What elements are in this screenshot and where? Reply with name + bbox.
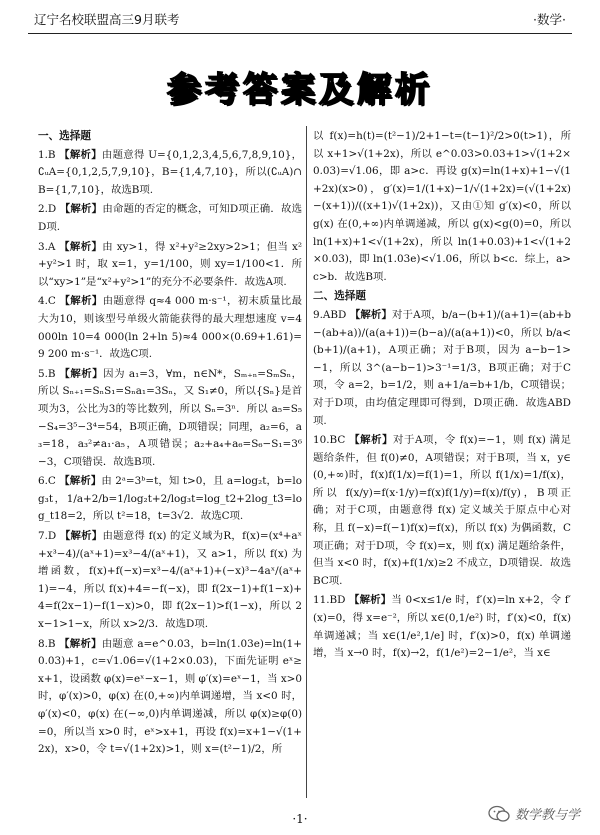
- analysis-tag: 【解析】: [59, 475, 102, 488]
- analysis-tag: 【解析】: [349, 434, 394, 447]
- answer-item: [38, 147, 302, 200]
- analysis-tag: 【解析】: [59, 240, 103, 253]
- answer-item: [38, 366, 302, 472]
- answer-item: [38, 636, 302, 759]
- right-column: [313, 128, 571, 665]
- answer-number: 6.C: [38, 475, 60, 488]
- answer-text: 因为 a₁=3，∀m，n∈N*，Sₘ₊ₙ=SₘSₙ，所以 Sₙ₊₁=SₙS₁=Sₙa₁=3Sₙ，又 S₁≠0，所以{Sₙ}是首项为3，公比为3的等比数列，所以 Sₙ=3ⁿ．所以 a₅=S₅−S₄=3⁵−3⁴=54，B项正确，D项错误；同理，a₂=6，a₃=18，a₃²≠a₁·a₅，A项错误；a₂+a₄+a₆=S₆−S₁=3⁶−3，C项错误．故选B项.: [38, 367, 303, 468]
- answer-text: 由 2ᵃ=3ᵇ=t，知 t>0，且 a=log₂t，b=log₃t，1/a+2/b=1/log₂t+2/log₃t=log_t2+2log_t3=log_t18=2，所以 t²=18，t=3√2．故选C项.: [38, 475, 302, 523]
- answer-text: 由题意 a=e^0.03，b=ln(1.03e)=ln(1+0.03)+1，c=√1.06=√(1+2×0.03)，下面先证明 eˣ≥x+1，设函数 φ(x)=eˣ−x−1，则 φ′(x)=eˣ−1，当 x>0 时，φ′(x)>0，φ(x) 在(0,+∞)内单调递增，当 x<0 时，φ′(x)<0，φ(x) 在(−∞,0)内单调递减，所以 φ(x)≥φ(0)=0，所以当 x>0 时，eˣ>x+1，再设 f(x)=x+1−√(1+2x)，x>0，令 t=√(1+2x)>1，则 x=(t²−1)/2，所: [38, 637, 302, 756]
- watermark: [488, 804, 580, 823]
- answer-number: 5.B: [38, 367, 60, 380]
- answer-number: 9.ABD: [313, 308, 350, 321]
- column-divider: [306, 126, 307, 798]
- section-heading-choice: 一、选择题: [38, 130, 91, 142]
- answer-text: 由题意得 f(x) 的定义域为R，f(x)=(x⁴+aˣ+x³−4)/(aˣ+1)=x³−4/(aˣ+1)，又 a>1，所以 f(x) 为增函数，f(x)+f(−x)=x³−4/(aˣ+1)+(−x)³−4aˣ/(aˣ+1)=−4，所以 f(x)+4=−f(−x)，即 f(2x−1)+f(1−x)+4=f(2x−1)−f(1−x)>0，即 f(2x−1)>f(1−x)，所以 2x−1>1−x，所以 x>2/3．故选D项.: [38, 530, 302, 631]
- answer-text: 由命题的否定的概念，可知D项正确．故选D项.: [38, 203, 302, 233]
- answer-item: [38, 528, 302, 634]
- wechat-icon: [488, 805, 510, 823]
- answer-number: 3.A: [38, 240, 60, 253]
- answer-item: [313, 432, 571, 590]
- analysis-tag: 【解析】: [59, 637, 102, 650]
- left-answer-list: [38, 147, 302, 759]
- answer-item: [38, 201, 302, 236]
- answer-item: [38, 239, 302, 292]
- analysis-tag: 【解析】: [59, 530, 103, 543]
- analysis-tag: 【解析】: [59, 295, 103, 308]
- answer-number: 10.BC: [313, 434, 350, 447]
- answer-item: [38, 473, 302, 526]
- answer-text: 对于A项，令 f(x)=−1，则 f(x) 满足题给条件，但 f(0)≠0，A项错误；对于B项，当 x，y∈(0,+∞)时，f(x)f(1/x)=f(1)=1，所以 f(1/x)=1/f(x)，所以 f(x/y)=f(x·1/y)=f(x)f(1/y)=f(x)/f(y)，B项正确；对于C项，由题意得 f(x) 定义域关于原点中心对称，且 f(−x)=f(−1)f(x)=f(x)，所以 f(x) 为偶函数，C项正确；对于D项，令 f(x)=x，则 f(x) 满足题给条件，但当 x<0 时，f(x)+f(1/x)≥2 不成立，D项错误．故选BC项.: [313, 434, 572, 587]
- answer-text: 当 0<x≤1/e 时，f′(x)=ln x+2，令 f′(x)=0，得 x=e⁻²，所以 x∈(0,1/e²) 时，f′(x)<0，f(x) 单调递减；当 x∈(1/e²,1/e] 时，f′(x)>0，f(x) 单调递增，当 x→0 时，f(x)→2，f(1/e²)=2−1/e²，当 x∈: [313, 594, 571, 660]
- answer-number: 11.BD: [313, 594, 349, 607]
- left-column: [38, 128, 302, 761]
- title-area: [0, 62, 600, 111]
- header-exam-title: 辽宁名校联盟高三9月联考: [34, 12, 180, 27]
- answer-text: 由题意得 q≈4 000 m·s⁻¹，初末质量比最大为10，则该型号单级火箭能获得的最大理想速度 v=4 000ln 10=4 000(ln 2+ln 5)≈4 000×(0.69+1.61)=9 200 m·s⁻¹．故选C项.: [38, 295, 302, 361]
- right-answer-list: [313, 307, 571, 663]
- answer-number: 2.D: [38, 203, 60, 216]
- answer-text: 对于A项，b/a−(b+1)/(a+1)=(ab+b−(ab+a))/(a(a+1))=(b−a)/(a(a+1))<0，所以 b/a<(b+1)/(a+1)，A项正确；对于B项，因为 a−b−1>−1，所以 3^(a−b−1)>3⁻¹=1/3，B项正确；对于C项，令 a=2，b=1/2，则 a+1/a=b+1/b，C项错误；对于D项，由均值定理即可得到，D项正确．故选ABD项.: [313, 308, 572, 427]
- answer-number: 7.D: [38, 530, 60, 543]
- page-number: ·1·: [292, 812, 308, 826]
- analysis-tag: 【解析】: [59, 203, 103, 216]
- watermark-text: 数学教与学: [514, 808, 580, 823]
- answer-text: 由题意得 U={0,1,2,3,4,5,6,7,8,9,10}，∁ᵤA={0,1,2,5,7,9,10}，B={1,4,7,10}，所以(∁ᵤA)∩B={1,7,10}，故选B项.: [38, 148, 302, 196]
- analysis-tag: 【解析】: [59, 148, 102, 161]
- analysis-tag: 【解析】: [349, 594, 392, 607]
- header-rule: [28, 33, 572, 34]
- page-header: [34, 7, 566, 31]
- analysis-tag: 【解析】: [349, 308, 392, 321]
- q8-continuation: 以 f(x)=h(t)=(t²−1)/2+1−t=(t−1)²/2>0(t>1)，所以 x+1>√(1+2x)，所以 e^0.03>0.03+1>√(1+2×0.03)=√1.06，即 a>c．再设 g(x)=ln(1+x)+1−√(1+2x)(x>0)，g′(x)=1/(1+x)−1/√(1+2x)=(√(1+2x)−(x+1))/((x+1)√(1+2x))，又由①知 g′(x)<0，所以 g(x) 在(0,+∞)内单调递减，所以 g(x)<g(0)=0，所以 ln(1+x)+1<√(1+2x)，所以 ln(1+0.03)+1<√(1+2×0.03)，即 ln(1.03e)<√1.06，所以 b<c．综上，a>c>b．故选B项.: [313, 130, 571, 283]
- answer-item: [313, 307, 571, 430]
- answer-text: 由 xy>1，得 x²+y²≥2xy>2>1；但当 x²+y²>1 时，取 x=1，y=1/100，则 xy=1/100<1．所以“xy>1”是“x²+y²>1”的充分不必要条件．故选A项.: [38, 240, 303, 288]
- page-title: 参考答案及解析: [167, 70, 433, 110]
- answer-number: 8.B: [38, 637, 60, 650]
- answer-item: [313, 592, 571, 662]
- header-subject: ·数学·: [533, 12, 566, 27]
- section-heading-multi: 二、选择题: [313, 290, 366, 303]
- answer-number: 4.C: [38, 295, 60, 308]
- analysis-tag: 【解析】: [59, 367, 104, 380]
- answer-number: 1.B: [38, 148, 60, 161]
- answer-item: [38, 293, 302, 363]
